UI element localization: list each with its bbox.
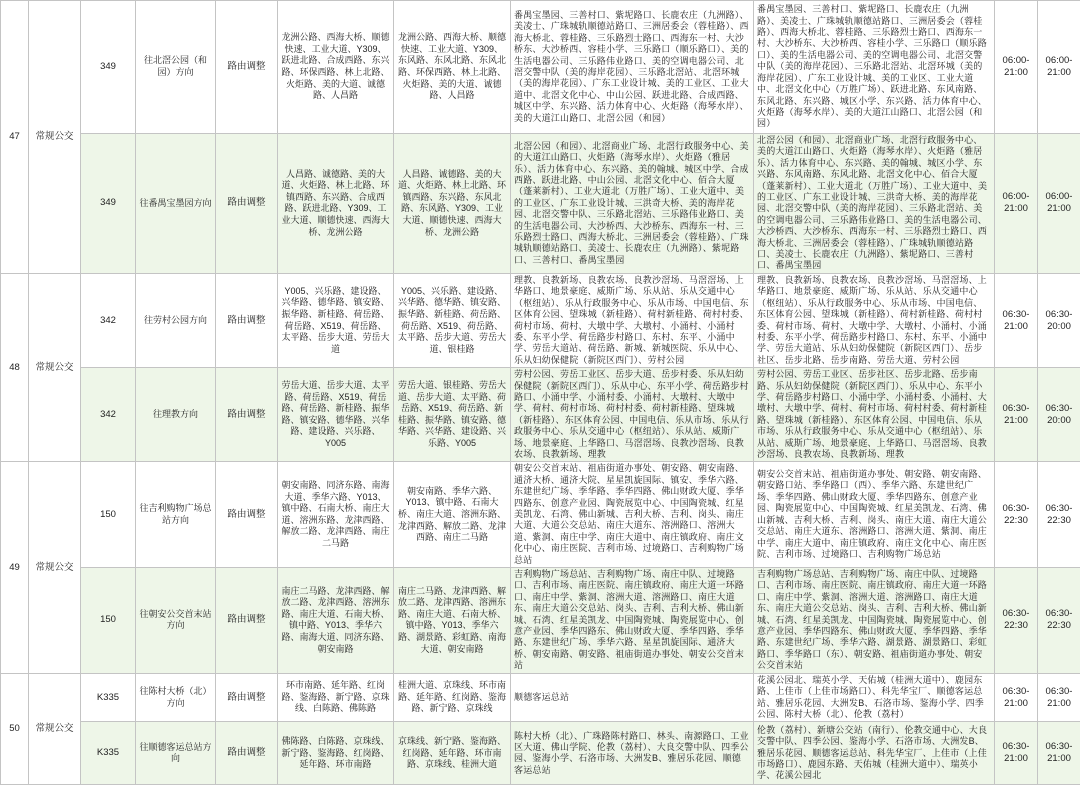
new-stops: 理教、良教新场、良教农场、良教沙滘场、马滘滘场、上华路口、地景豪庭、威斯广场、乐从站、乐从交通中心（枢纽站）、乐从行政服务中心、乐从市场、中国电信、东区体育公园、望珠城（新桂路）、荷村新桂路、荷村村委、荷村市场、荷村、大墩中学、大墩村、小涌村、小涌村委、东平小学、荷岳路步村路口、东村、东平、小涌中学、劳岳大道站、乐从妇幼保健院（新院区西门）、岳步社区、岳步北路、岳步南路、劳岳大道、劳村公园 — [754, 273, 995, 367]
group-number: 50 — [1, 673, 29, 785]
adjust-type: 路由调整 — [216, 273, 278, 367]
table-row — [1, 462, 1080, 568]
adjust-type: 路由调整 — [216, 368, 278, 462]
new-stops: 吉利购物广场总站、吉利购物广场、南庄中队、过境路口、吉利市场、南庄医院、南庄镇政府、南庄大道一环路口、南庄中学、紫洞、溶洲大道、溶洲路口、南庄大道东、南庄大道公交总站、岗头、吉利、吉利大桥、佛山新城、石湾、红星美凯龙、中国陶瓷城、陶瓷展览中心、创意产业园、季华四路东、佛山财政大厦、季华四路、季华路、东建世纪广场、季华六路、湖景路、湖景路口、彩虹路口、季华路口（东）、朝安路、祖庙街道办事处、朝安公交首末站 — [754, 568, 995, 674]
table-row — [1, 1, 1080, 134]
old-time: 06:30-21:00 — [995, 673, 1038, 722]
old-path: Y005、兴乐路、建设路、兴华路、德华路、镇安路、振华路、新桂路、荷岳路、荷岳路、X519、荷岳路、太平路、岳步大道、劳岳大道 — [278, 273, 394, 367]
new-time: 06:30-20:00 — [1038, 368, 1080, 462]
old-time: 06:30-21:00 — [995, 722, 1038, 785]
route-direction: 往北滘公园（和园）方向 — [136, 1, 216, 134]
route-number: 150 — [81, 462, 136, 568]
new-time: 06:30-22:30 — [1038, 568, 1080, 674]
old-time: 06:30-22:30 — [995, 462, 1038, 568]
route-number: 150 — [81, 568, 136, 674]
old-time: 06:30-21:00 — [995, 273, 1038, 367]
old-stops: 理教、良教新场、良教农场、良教沙滘场、马滘滘场、上华路口、地景豪庭、威斯广场、乐从站、乐从交通中心（枢纽站）、乐从行政服务中心、乐从市场、中国电信、东区体育公园、望珠城（新桂路）、荷村新桂路、荷村村委、荷村市场、荷村、大墩中学、大墩村、小涌村、小涌村委、东平小学、荷岳路步村路口、东村、东平、小涌中学、劳岳大道站、荷岳路、新城、新城医院、乐从中心、乐从妇幼保健院（新院区西门）、劳村公园 — [511, 273, 754, 367]
new-time: 06:30-21:00 — [1038, 722, 1080, 785]
adjust-type: 路由调整 — [216, 462, 278, 568]
new-stops: 伦教（荔村）、新塘公交站（南行）、伦教交通中心、大良交警中队、四季公园、鉴海小学、石洛市场、大洲发B、雅居乐花园、顺德客运总站、科先华宝厂、上佳市（上佳市场路口）、鹿园东路、天佑城（桂洲大道中）、瑞英小学、花溪公园北 — [754, 722, 995, 785]
adjust-type: 路由调整 — [216, 673, 278, 722]
table-row — [1, 368, 1080, 462]
group-type: 常规公交 — [29, 1, 81, 274]
group-number: 48 — [1, 273, 29, 462]
new-path: 桂洲大道、京珠线、环市南路、延年路、红岗路、鉴海路、新宁路、京珠线 — [394, 673, 511, 722]
route-direction: 往番禺宝墨园方向 — [136, 134, 216, 274]
old-path: 人昌路、诚德路、美的大道、火炬路、林上北路、环镇西路、东兴路、合成西路、跃进北路、Y309、工业大道、顺德快速、西海大桥、龙洲公路 — [278, 134, 394, 274]
route-number: K335 — [81, 673, 136, 722]
old-path: 环市南路、延年路、红岗路、鉴海路、新宁路、京珠线、白陈路、佛陈路 — [278, 673, 394, 722]
group-number: 47 — [1, 1, 29, 274]
route-number: 342 — [81, 273, 136, 367]
group-type: 常规公交 — [29, 673, 81, 785]
old-path: 龙洲公路、西海大桥、顺德快速、工业大道、Y309、跃进北路、合成西路、东兴路、环保西路、林上北路、火炬路、美的大道、诚德路、人昌路 — [278, 1, 394, 134]
new-time: 06:00-21:00 — [1038, 134, 1080, 274]
group-type: 常规公交 — [29, 273, 81, 462]
old-path: 南庄二马路、龙津西路、解放二路、龙津西路、溶洲东路、南庄大道、石南大桥、镇中路、Y013、季华六路、南海大道、同济东路、朝安南路 — [278, 568, 394, 674]
new-stops: 花溪公园北、瑞英小学、天佑城（桂洲大道中）、鹿园东路、上佳市（上佳市场路口）、科先华宝厂、顺德客运总站、雅居乐花园、大洲发B、石洛市场、鉴海小学、四季公园、陈村大桥（北）、伦教（荔村） — [754, 673, 995, 722]
old-stops: 番禺宝墨园、三善村口、紫坭路口、长鹿农庄（九洲路）、美凌士、广珠城轨顺德站路口、三洲居委会（蓉桂路）、西海大桥北、蓉桂路、三乐路烈士路口、西海东一村、大沙桥东、大沙桥西、容桂小学、三乐路口（顺乐路口）、美的生活电器公司、三乐路伟业路口、美的空调电器公司、北滘交警中队（美的海岸花园）、三乐路北滘站、北滘环城（美的海岸花园）、广东工业设计城、美的工业区、工业大道中、北滘文化中心、中山公园、跃进北路、合成西路、城区中学、东兴路、活力体育中心、火炬路（海琴水岸）、美的大道江山路口、北滘公园（和园） — [511, 1, 754, 134]
table-row — [1, 134, 1080, 274]
table-row — [1, 673, 1080, 722]
table-body — [1, 1, 1080, 785]
new-time: 06:30-20:00 — [1038, 273, 1080, 367]
old-stops: 顺德客运总站 — [511, 673, 754, 722]
new-path: 劳岳大道、银桂路、劳岳大道、岳步大道、太平路、荷岳路、X519、荷岳路、新桂路、振华路、镇安路、德华路、兴华路、建设路、兴乐路、Y005 — [394, 368, 511, 462]
adjust-type: 路由调整 — [216, 722, 278, 785]
old-stops: 陈村大桥（北）、广珠路陈村路口、林头、南源路口、工业区大道、佛山学院、伦教（荔村）、大良交警中队、四季公园、鉴海小学、石洛市场、大洲发B、雅居乐花园、顺德客运总站 — [511, 722, 754, 785]
old-time: 06:00-21:00 — [995, 134, 1038, 274]
new-stops: 劳村公园、劳岳工业区、岳步社区、岳步北路、岳步南路、乐从妇幼保健院（新院区西门）、乐从中心、东平小学、荷岳路步村路口、小涌中学、小涌村委、小涌村、大墩村、大墩中学、荷村、荷村市场、荷村村委、荷村新桂路、望珠城（新桂路）、东区体育公园、中国电信、乐从市场、乐从行政服务中心、乐从交通中心（枢纽站）、乐从站、威斯广场、地景豪庭、上华路口、马滘滘场、良教沙滘场、良教农场、良教新场、理教 — [754, 368, 995, 462]
old-stops: 劳村公园、劳岳工业区、岳步大道、岳步村委、乐从妇幼保健院（新院区西门）、乐从中心、东平小学、荷岳路步村路口、小涌中学、小涌村委、小涌村、大墩村、大墩中学、荷村、荷村市场、荷村村委、荷村新桂路、望珠城（新桂路）、东区体育公园、中国电信、乐从市场、乐从行政服务中心、乐从交通中心（枢纽站）、乐从站、威斯广场、地景豪庭、上华路口、马滘滘场、良教沙滘场、良教农场、良教新场、理教 — [511, 368, 754, 462]
adjust-type: 路由调整 — [216, 134, 278, 274]
adjust-type: 路由调整 — [216, 568, 278, 674]
new-stops: 北滘公园（和园）、北滘商业广场、北滘行政服务中心、美的大道江山路口、火炬路（海琴水岸）、火炬路（雅居乐）、活力体育中心、东兴路、美的翰城、城区小学、东兴路、东风南路、东风北路、北滘文化中心、佰合大厦（蓬莱新村）、工业大道北（万胜广场）、工业大道中、美的工业区、广东工业设计城、三洪奇大桥、美的海岸花园、北滘交警中队（美的海岸花园）、三乐路北滘站、美的空调电器公司、三乐路伟业路口、美的生活电器公司、大沙桥西、大沙桥东、西海东一村、三乐路烈士路口、西海大桥北、三洲居委会（蓉桂路）、广珠城轨顺德站路口、美凌士、长鹿农庄（九洲路）、紫坭路口、三善村口、番禺宝墨园 — [754, 134, 995, 274]
new-stops: 番禺宝墨园、三善村口、紫坭路口、长鹿农庄（九洲路）、美凌士、广珠城轨顺德站路口、三洲居委会（蓉桂路）、西海大桥北、蓉桂路、三乐路烈士路口、西海东一村、大沙桥东、大沙桥西、容桂小学、三乐路口（顺乐路口）、美的生活电器公司、美的空调电器公司、北滘交警中队（美的海岸花园）、三乐路北滘站、北滘环城（美的海岸花园）、广东工业设计城、美的工业区、工业大道中、北滘文化中心（万胜广场）、跃进北路、东风南路、东风北路、东兴路、城区小学、东兴路、活力体育中心、火炬路（海琴水岸）、美的大道江山路口、北滘公园（和园） — [754, 1, 995, 134]
old-path: 佛陈路、白陈路、京珠线、新宁路、鉴海路、红岗路、延年路、环市南路 — [278, 722, 394, 785]
route-number: K335 — [81, 722, 136, 785]
new-path: Y005、兴乐路、建设路、兴华路、德华路、镇安路、振华路、新桂路、荷岳路、荷岳路、X519、荷岳路、太平路、岳步大道、劳岳大道、银桂路 — [394, 273, 511, 367]
new-path: 人昌路、诚德路、美的大道、火炬路、林上北路、环镇西路、东兴路、东风北路、东风路、Y309、工业大道、顺德快速、西海大桥、龙洲公路 — [394, 134, 511, 274]
route-number: 342 — [81, 368, 136, 462]
route-direction: 往劳村公园方向 — [136, 273, 216, 367]
route-direction: 往吉利购物广场总站方向 — [136, 462, 216, 568]
old-stops: 吉利购物广场总站、吉利购物广场、南庄中队、过境路口、吉利市场、南庄医院、南庄镇政府、南庄大道一环路口、南庄中学、紫洞、溶洲大道、溶洲路口、南庄大道东、南庄大道公交总站、岗头、吉利、吉利大桥、佛山新城、石湾、红星美凯龙、中国陶瓷城、陶瓷展览中心、创意产业园、季华四路东、佛山财政大厦、季华四路、季华路、东建世纪广场、季华六路、星星凯旋国际、通济大桥、朝安南路、朝安路、祖庙街道办事处、朝安公交首末站 — [511, 568, 754, 674]
route-direction: 往陈村大桥（北）方向 — [136, 673, 216, 722]
new-path: 京珠线、新宁路、鉴海路、红岗路、延年路、环市南路、京珠线、桂洲大道 — [394, 722, 511, 785]
route-number: 349 — [81, 1, 136, 134]
route-direction: 往顺德客运总站方向 — [136, 722, 216, 785]
new-stops: 朝安公交首末站、祖庙街道办事处、朝安路、朝安南路、朝安路口站、季华路口（西）、季华六路、东建世纪广场、季华四路、佛山财政大厦、季华四路东、创意产业园、陶瓷展览中心、中国陶瓷城、红星美凯龙、石湾、佛山新城、吉利大桥、吉利、岗头、南庄大道、南庄大道公交总站、南庄大道东、溶洲路口、溶洲大道、紫洞、南庄中学、南庄大道中、南庄镇政府、南庄文化中心、南庄医院、吉利市场、过境路口、吉利购物广场总站 — [754, 462, 995, 568]
route-direction: 往朝安公交首末站方向 — [136, 568, 216, 674]
old-path: 朝安南路、同济东路、南海大道、季华六路、Y013、镇中路、石南大桥、南庄大道、溶洲东路、龙津西路、解放二路、龙津西路、南庄二马路 — [278, 462, 394, 568]
table-row — [1, 722, 1080, 785]
old-time: 06:30-22:30 — [995, 568, 1038, 674]
route-direction: 往理教方向 — [136, 368, 216, 462]
new-path: 龙洲公路、西海大桥、顺德快速、工业大道、Y309、东风路、东风北路、东风北路、环保西路、林上北路、火炬路、美的大道、诚德路、人昌路 — [394, 1, 511, 134]
old-time: 06:30-21:00 — [995, 368, 1038, 462]
new-time: 06:30-21:00 — [1038, 673, 1080, 722]
table-row — [1, 273, 1080, 367]
old-path: 劳岳大道、岳步大道、太平路、荷岳路、X519、荷岳路、荷岳路、新桂路、振华路、镇安路、德华路、兴华路、建设路、兴乐路、Y005 — [278, 368, 394, 462]
new-path: 南庄二马路、龙津西路、解放二路、龙津西路、溶洲东路、南庄大道、石南大桥、镇中路、Y013、季华六路、湖景路、彩虹路、南海大道、朝安南路 — [394, 568, 511, 674]
new-path: 朝安南路、季华六路、Y013、镇中路、石南大桥、南庄大道、溶洲东路、龙津西路、解放二路、龙津西路、南庄二马路 — [394, 462, 511, 568]
new-time: 06:30-22:30 — [1038, 462, 1080, 568]
table-row — [1, 568, 1080, 674]
new-time: 06:00-21:00 — [1038, 1, 1080, 134]
old-stops: 朝安公交首末站、祖庙街道办事处、朝安路、朝安南路、通济大桥、通济大院、星星凯旋国际、镇安、季华六路、东建世纪广场、季华路、季华四路、佛山财政大厦、季华四路东、创意产业园、陶瓷展览中心、中国陶瓷城、红星美凯龙、石湾、佛山新城、吉利大桥、吉利、岗头、南庄大道、大道公交总站、南庄大道东、溶洲路口、溶洲大道、紫洞、南庄中学、南庄大道中、南庄镇政府、南庄文化中心、南庄医院、吉利市场、过境路口、吉利购物广场总站 — [511, 462, 754, 568]
old-time: 06:00-21:00 — [995, 1, 1038, 134]
group-type: 常规公交 — [29, 462, 81, 673]
group-number: 49 — [1, 462, 29, 673]
old-stops: 北滘公园（和园）、北滘商业广场、北滘行政服务中心、美的大道江山路口、火炬路（海琴水岸）、火炬路（雅居乐）、活力体育中心、东兴路、美的翰城、城区中学、合成西路、跃进北路、中山公园、北滘文化中心、佰合大厦（蓬莱新村）、工业大道北（万胜广场）、工业大道中、美的工业区、广东工业设计城、三洪奇大桥、美的海岸花园、北滘交警中队、三乐路北滘站、三乐路伟业路口、美的生活电器公司、大沙桥西、大沙桥东、西海东一村、三乐路烈士路口、西海大桥北、三洲居委会（蓉桂路）、广珠城轨顺德站路口、美凌士、长鹿农庄（九洲路）、紫坭路口、三善村口、番禺宝墨园 — [511, 134, 754, 274]
route-number: 349 — [81, 134, 136, 274]
adjust-type: 路由调整 — [216, 1, 278, 134]
